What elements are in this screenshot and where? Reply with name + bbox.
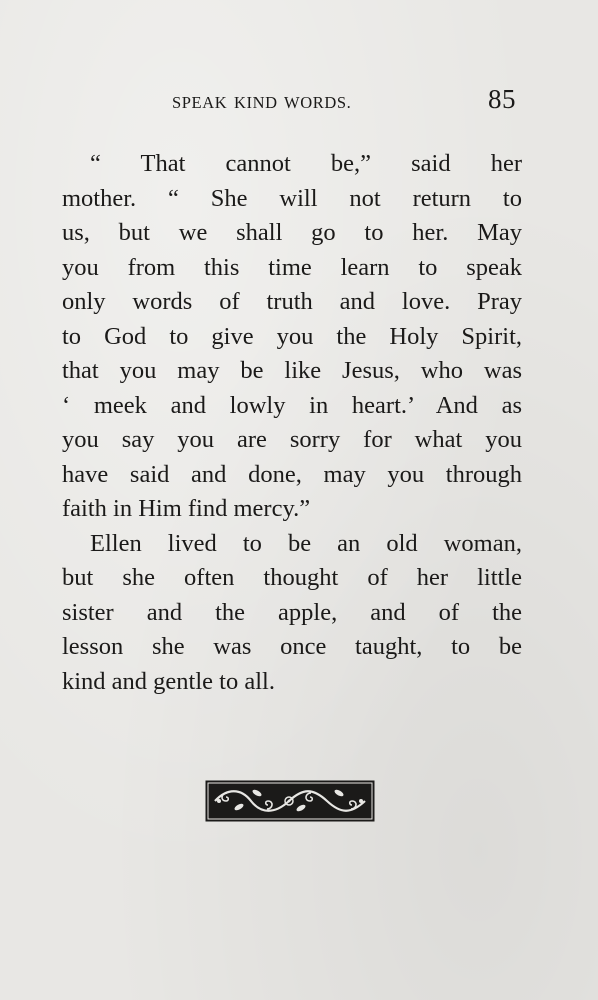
text-line: have said and done, may you through — [62, 460, 522, 488]
paragraph-1 — [62, 147, 522, 527]
text-line: ‘ meek and lowly in heart.’ And as — [62, 391, 522, 419]
page-number: 85 — [488, 84, 516, 114]
text-line: you from this time learn to speak — [62, 253, 522, 281]
text-line: but she often thought of her little — [62, 564, 522, 591]
paragraph-2 — [62, 527, 522, 700]
text-line: us, but we shall go to her. May — [62, 219, 522, 246]
text-line: faith in Him find mercy.” — [62, 495, 311, 522]
running-title: SPEAK KIND WORDS. — [172, 93, 352, 112]
text-line: only words of truth and love. Pray — [62, 288, 522, 315]
text-line: Ellen lived to be an old woman, — [90, 529, 522, 557]
floral-vine-ornament-icon — [205, 780, 375, 822]
text-line: kind and gentle to all. — [62, 667, 275, 695]
body-text — [62, 147, 522, 699]
text-line: you say you are sorry for what you — [62, 426, 522, 453]
text-line: lesson she was once taught, to be — [62, 633, 522, 660]
text-line: mother. “ She will not return to — [62, 184, 522, 212]
text-line: to God to give you the Holy Spirit, — [62, 322, 522, 350]
text-line: sister and the apple, and of the — [62, 598, 522, 626]
text-line: “ That cannot be,” said her — [90, 150, 522, 177]
text-line: that you may be like Jesus, who was — [62, 357, 522, 384]
